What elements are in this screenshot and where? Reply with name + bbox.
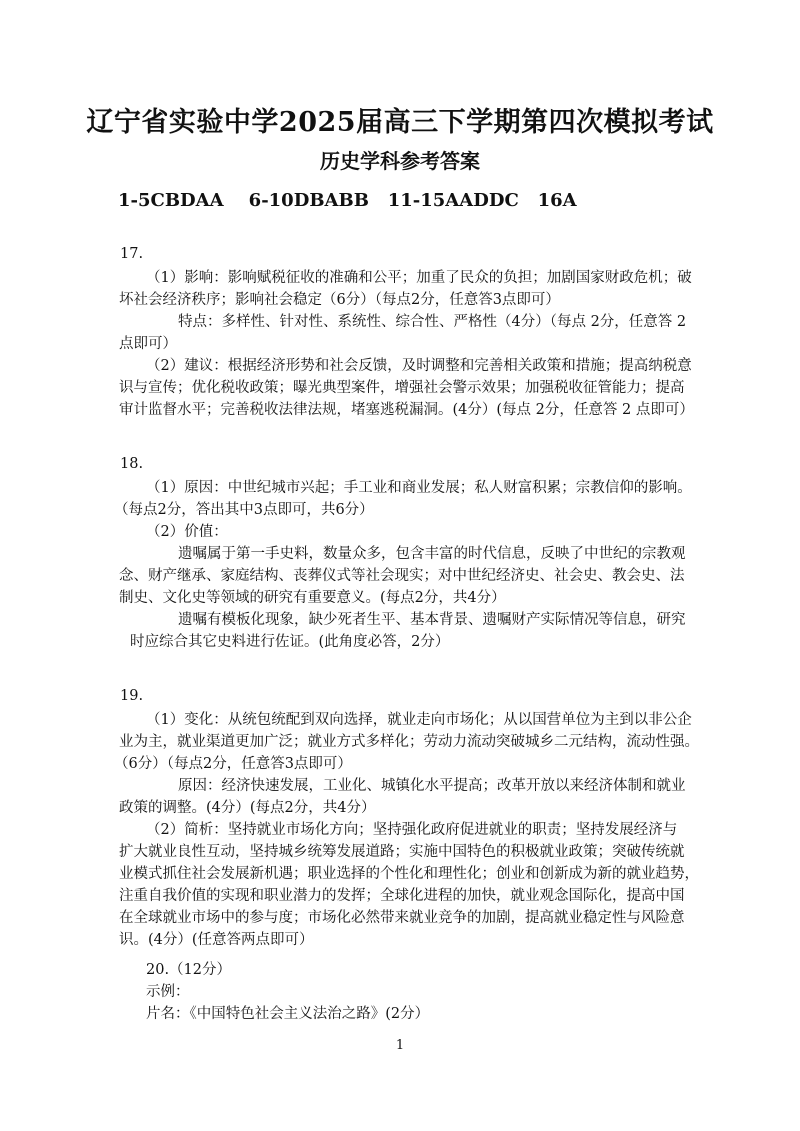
q19-line: 在全球就业市场中的参与度；市场化必然带来就业竞争的加剧，提高就业稳定性与风险意 [119,910,685,926]
q17-line: 特点：多样性、针对性、系统性、综合性、严格性（4分）（每点 2分，任意答 2 [178,314,687,330]
q17-line: 审计监督水平；完善税收法律法规，堵塞逃税漏洞。(4分）(每点 2分，任意答 2 点即可） [119,402,694,418]
q18-line: （1）原因：中世纪城市兴起；手工业和商业发展；私人财富积累；宗教信仰的影响。 [146,480,692,496]
q17-line: （1）影响：影响赋税征收的准确和公平；加重了民众的负担；加剧国家财政危机；破 [146,270,692,286]
q20-line: 20.（12分） [146,962,232,978]
choice-answers: 1-5CBDAA 6-10DBABB 11-15AADDC 16A [118,190,577,211]
q18-number: 18. [120,456,144,472]
q19-line: 政策的调整。(4分）(每点2分，共4分） [119,800,376,816]
q18-line: （2）价值： [146,524,228,540]
q20-line: 示例： [146,984,190,1000]
q18-line: 念、财产继承、家庭结构、丧葬仪式等社会现实；对中世纪经济史、社会史、教会史、法 [119,568,685,584]
q19-line: 扩大就业良性互动，坚持城乡统筹发展道路；实施中国特色的积极就业政策；突破传统就 [119,844,685,860]
q17-number: 17. [120,246,144,262]
page-title: 辽宁省实验中学2025届高三下学期第四次模拟考试 [86,107,714,138]
q18-line: （每点2分，答出其中3点即可，共6分） [114,502,374,518]
q17-line: 点即可） [119,336,177,352]
q18-line: 制史、文化史等领域的研究有重要意义。(每点2分，共4分） [119,590,506,606]
page-number: 1 [395,1038,405,1053]
q17-line: 识与宣传；优化税收政策；曝光典型案件，增强社会警示效果；加强税收征管能力；提高 [119,380,685,396]
page-subtitle: 历史学科参考答案 [320,149,480,173]
q19-line: 业模式抓住社会发展新机遇；职业选择的个性化和理性化；创业和创新成为新的就业趋势， [119,866,699,882]
q19-number: 19. [120,688,144,704]
q19-line: （6分）（每点2分，任意答3点即可） [114,756,352,772]
q19-line: 识。(4分）(任意答两点即可） [119,932,314,948]
q18-line: 时应综合其它史料进行佐证。(此角度必答，2分） [130,634,450,650]
q19-line: 原因：经济快速发展，工业化、城镇化水平提高；改革开放以来经济体制和就业 [178,778,686,794]
q20-line: 片名：《中国特色社会主义法治之路》(2分） [146,1006,430,1022]
q18-line: 遗嘱属于第一手史料，数量众多，包含丰富的时代信息，反映了中世纪的宗教观 [178,546,686,562]
q17-line: 坏社会经济秩序；影响社会稳定（6分）（每点2分，任意答3点即可） [119,292,560,308]
q18-line: 遗嘱有模板化现象，缺少死者生平、基本背景、遗嘱财产实际情况等信息，研究 [178,612,686,628]
q19-line: （2）简析：坚持就业市场化方向；坚持强化政府促进就业的职责；坚持发展经济与 [146,822,678,838]
q19-line: （1）变化：从统包统配到双向选择，就业走向市场化；从以国营单位为主到以非公企 [146,712,692,728]
q17-line: （2）建议：根据经济形势和社会反馈，及时调整和完善相关政策和措施；提高纳税意 [146,358,692,374]
q19-line: 注重自我价值的实现和职业潜力的发挥；全球化进程的加快，就业观念国际化，提高中国 [119,888,685,904]
q19-line: 业为主，就业渠道更加广泛；就业方式多样化；劳动力流动突破城乡二元结构，流动性强。 [119,734,699,750]
